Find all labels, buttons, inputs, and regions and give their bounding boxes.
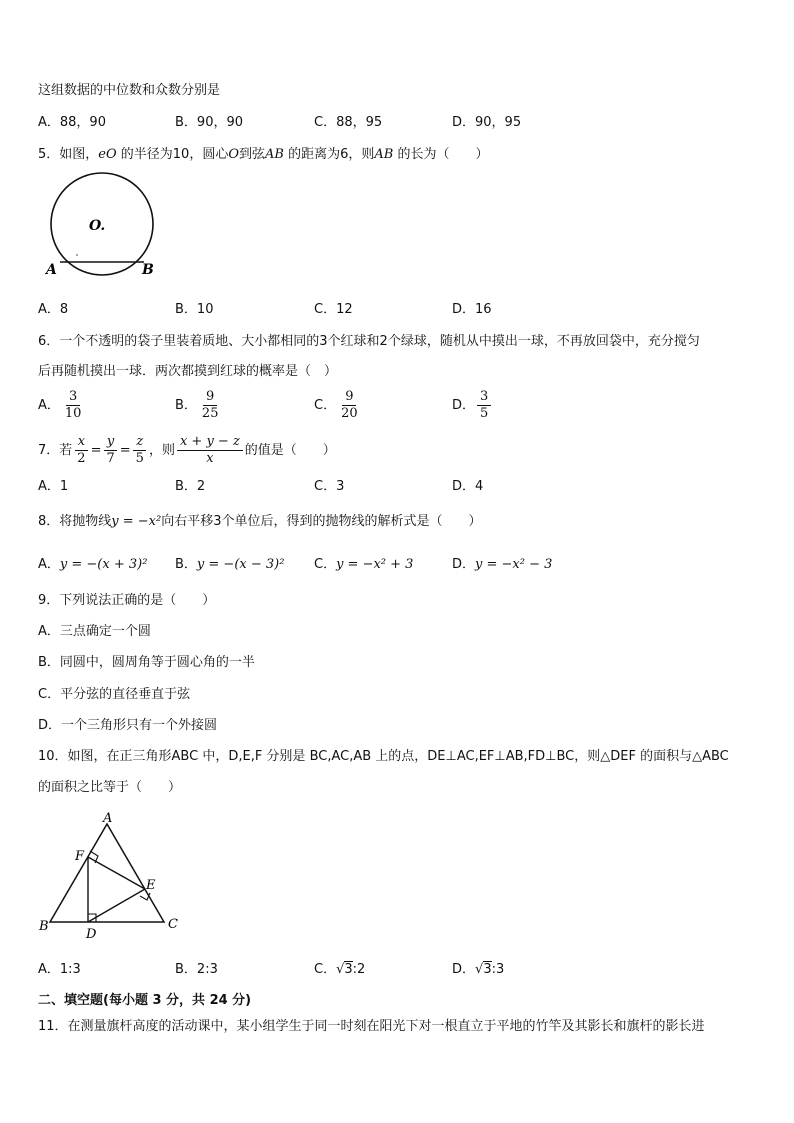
q6-option-a: A． $\frac{3}{10}$ [38,389,86,422]
q5-stem: 5．如图，eO 的半径为10，圆心O到弦AB 的距离为6，则AB 的长为（ ） [38,147,489,162]
q7-option-d: D．4 [452,479,484,494]
q9-option-a: A．三点确定一个圆 [38,624,151,639]
fraction: $\frac{9}{20}$ [341,389,358,421]
q6-option-b: B． $\frac{9}{25}$ [175,389,223,422]
q7-option-a: A．1 [38,479,69,494]
q8-option-a: A．y = −(x + 3)² [38,557,148,572]
label-a: A [46,262,57,278]
q9-option-d: D．一个三角形只有一个外接圆 [38,718,218,733]
q7-option-c: C．3 [314,479,345,494]
center-label: O. [89,218,106,234]
q10-option-c: C．√3:2 [314,962,366,977]
q11-stem-line1: 11．在测量旗杆高度的活动课中，某小组学生于同一时刻在阳光下对一根直立于平地的竹竿及其影长和旗杆的影长进 [38,1019,705,1034]
q8-formula: y = −x² [111,514,162,529]
q10-option-d: D．√3:3 [452,962,505,977]
sqrt-icon: √ [336,962,345,977]
q6-option-d: D． $\frac{3}{5}$ [452,389,493,422]
q8-option-d: D．y = −x² − 3 [452,557,553,572]
q9-option-b: B．同圆中，圆周角等于圆心角的一半 [38,655,255,670]
q10-option-a: A．1:3 [38,962,81,977]
q10-stem-line2: 的面积之比等于（ ） [38,780,182,795]
triangle-abc [50,824,164,922]
sqrt-icon: √ [475,962,484,977]
q5-option-b: B．10 [175,302,214,317]
q10-stem-line1: 10．如图，在正三角形ABC 中，D,E,F 分别是 BC,AC,AB 上的点，DE⊥AC,EF⊥AB,FD⊥BC，则△DEF 的面积与△ABC [38,749,729,764]
section-title-fill-in: 二、填空题(每小题 3 分，共 24 分) [38,993,252,1008]
point-f: F [75,849,85,864]
q6-stem-line2: 后再随机摸出一球．两次都摸到红球的概率是（ ） [38,364,338,379]
q9-stem: 9．下列说法正确的是（ ） [38,593,216,608]
q10-triangle-figure [36,810,186,944]
q9-option-c: C．平分弦的直径垂直于弦 [38,687,191,702]
q6-option-c: C． $\frac{9}{20}$ [314,389,363,422]
vertex-c: C [168,917,178,932]
fraction: $\frac{3}{10}$ [64,389,82,421]
q4-option-a: A．88，90 [38,115,106,130]
q10-option-b: B．2:3 [175,962,218,977]
fraction: $\frac{3}{5}$ [477,389,491,422]
q4-option-b: B．90，90 [175,115,244,130]
vertex-a: A [103,811,113,826]
q4-option-d: D．90，95 [452,115,522,130]
q5-option-a: A．8 [38,302,69,317]
point-d: D [86,927,97,942]
q8-option-b: B．y = −(x − 3)² [175,557,285,572]
circle-symbol: e [98,147,106,162]
point-e: E [146,878,156,893]
q5-circle-figure [40,172,170,282]
vertex-b: B [39,919,49,934]
segment-de [88,889,145,922]
q6-stem-line1: 6．一个不透明的袋子里装着质地、大小都相同的3个红球和2个绿球，随机从中摸出一球，不再放回袋中，充分搅匀 [38,334,700,349]
q5-option-c: C．12 [314,302,353,317]
q8-option-c: C．y = −x² + 3 [314,557,414,572]
q4-option-c: C．88，95 [314,115,383,130]
q8-stem: 8．将抛物线y = −x²向右平移3个单位后，得到的抛物线的解析式是（ ） [38,514,482,529]
dot-mark [76,254,78,256]
segment-fe [88,857,145,889]
q4-stem-tail: 这组数据的中位数和众数分别是 [38,83,221,98]
q7-option-b: B．2 [175,479,206,494]
q5-option-d: D．16 [452,302,492,317]
q7-stem: 7．若 $\frac{x}{2}$ = $\frac{y}{7}$ = $\frac{z}{5}$ ，则 $\frac{x + y - z}{x}$ 的值是（ ） [38,434,336,466]
label-b: B [142,262,154,278]
fraction: $\frac{9}{25}$ [201,389,219,421]
